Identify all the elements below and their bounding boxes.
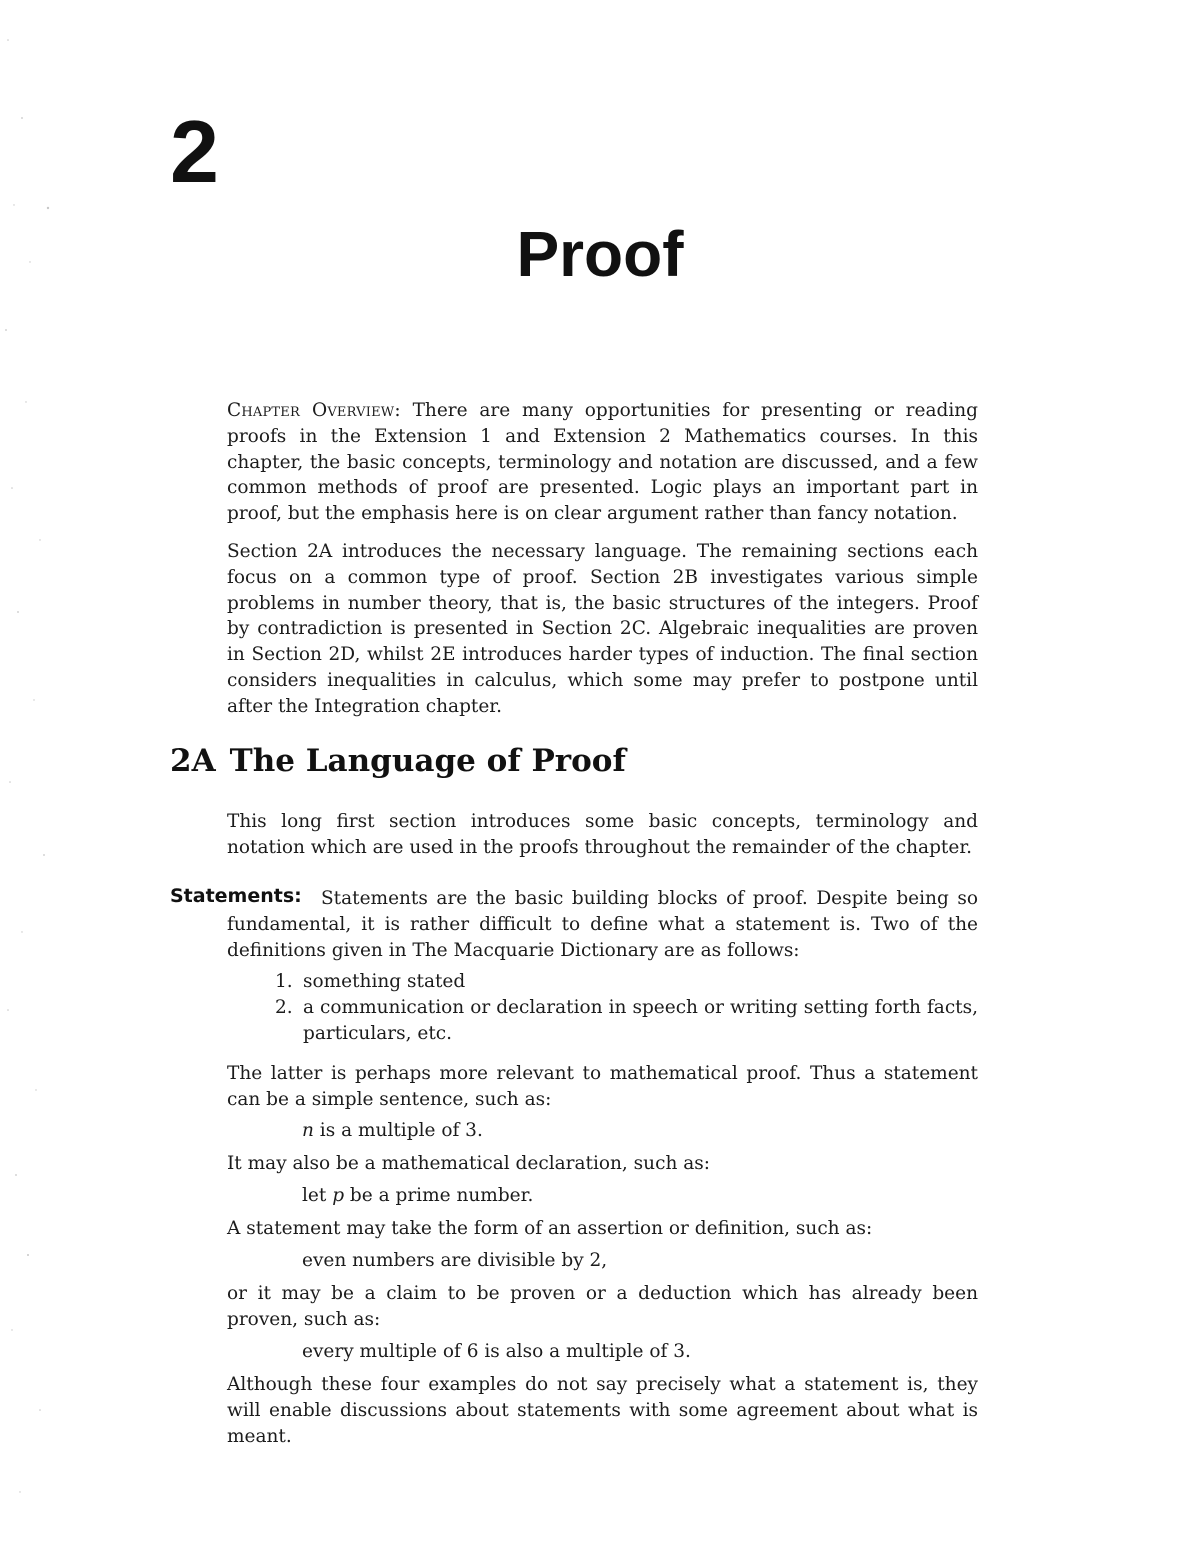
overview-paragraph-1 [227, 398, 978, 527]
definitions-list [275, 969, 978, 1046]
list-text: a communication or declaration in speech or writing setting forth facts, particulars, etc. [303, 996, 978, 1044]
list-item [275, 969, 978, 995]
math-variable-p: p [332, 1185, 345, 1206]
example-assertion: even numbers are divisible by 2, [302, 1250, 608, 1271]
section-intro-text: This long first section introduces some basic concepts, terminology and notation which are used in the proofs throughout the remainder of the chapter. [227, 811, 978, 858]
math-variable-n: n [302, 1120, 314, 1141]
list-item [275, 995, 978, 1047]
example-declaration-prefix: let [302, 1185, 333, 1206]
example-claim: every multiple of 6 is also a multiple of 3. [302, 1341, 691, 1362]
statements-body: Statements are the basic building blocks of proof. Despite being so fundamental, it is rather difficult to define what a statement is. Two of the definitions given in The Macquarie Dictionary are as follows: [227, 888, 978, 961]
claim-intro: or it may be a claim to be proven or a deduction which has already been proven, such as: [227, 1283, 978, 1330]
section-title: The Language of Proof [229, 743, 626, 779]
example-declaration [302, 1183, 533, 1209]
section-number: 2A [170, 743, 216, 779]
example-sentence-text: is a multiple of 3. [313, 1120, 483, 1141]
assertion-intro: A statement may take the form of an assertion or definition, such as: [227, 1218, 873, 1239]
overview-paragraph-2: Section 2A introduces the necessary language. The remaining sections each focus on a common type of proof. Section 2B investigates various simple problems in number theory, that is, the basic structures of the integers. Proof by contradiction is presented in Section 2C. Algebraic inequalities are proven in Section 2D, whilst 2E introduces harder types of induction. The final section considers inequalities in calculus, which some may prefer to postpone until after the Integration chapter. [227, 540, 978, 717]
latter-paragraph: The latter is perhaps more relevant to mathematical proof. Thus a statement can be a simple sentence, such as: [227, 1063, 978, 1110]
list-marker: 1. [275, 971, 293, 992]
overview-label: Chapter Overview: [227, 400, 401, 421]
list-marker: 2. [275, 996, 293, 1018]
conclusion-paragraph: Although these four examples do not say precisely what a statement is, they will enable discussions about statements with some agreement about what is meant. [227, 1374, 978, 1447]
chapter-title: Proof [516, 218, 684, 290]
section-intro [227, 809, 978, 873]
statements-label: Statements: [170, 885, 302, 907]
chapter-overview [227, 398, 978, 732]
section-heading [170, 744, 626, 778]
example-sentence [302, 1118, 483, 1144]
declaration-intro: It may also be a mathematical declaration, such as: [227, 1153, 711, 1174]
list-text: something stated [303, 971, 466, 992]
overview-paragraph-1-text: There are many opportunities for presenting or reading proofs in the Extension 1 and Extension 2 Mathematics courses. In this chapter, the basic concepts, terminology and notation are discussed, and a few common methods of proof are presented. Logic plays an important part in proof, but the emphasis here is on clear argument rather than fancy notation. [227, 400, 978, 525]
chapter-number: 2 [170, 102, 219, 201]
example-declaration-text: be a prime number. [344, 1185, 534, 1206]
